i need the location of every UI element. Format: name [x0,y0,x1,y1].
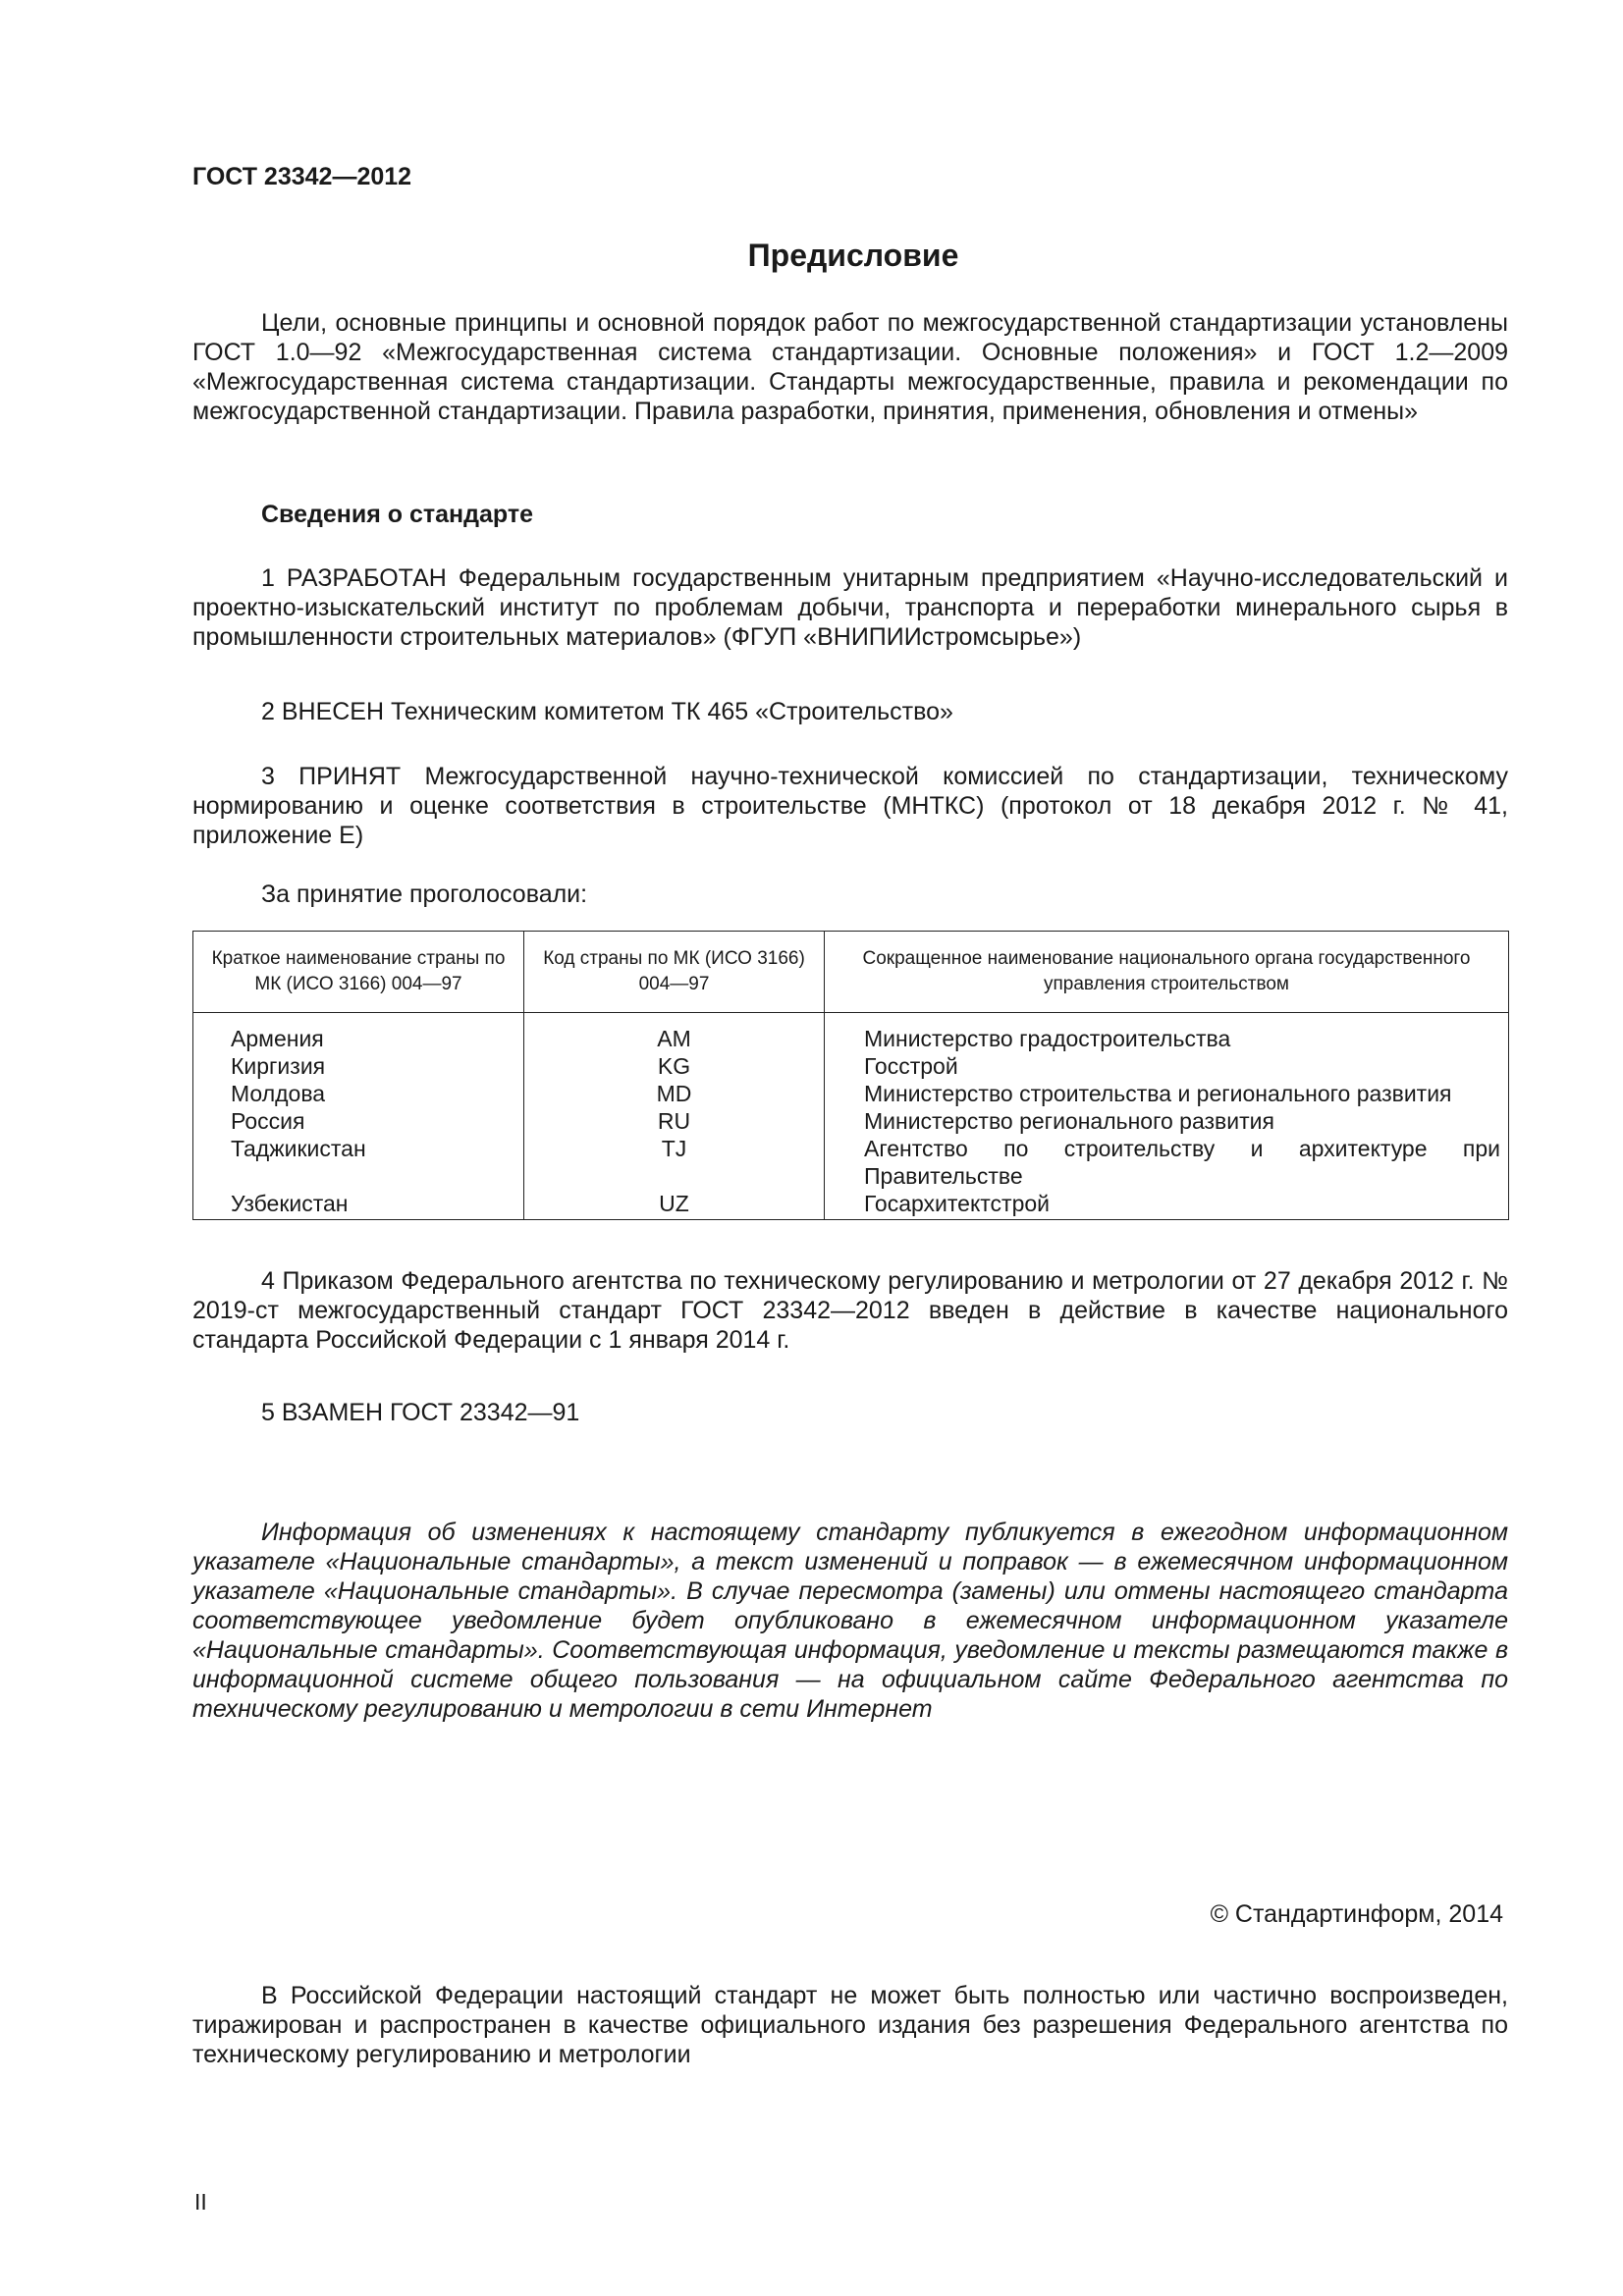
code-cell: RU [524,1107,825,1135]
code-cell: KG [524,1052,825,1080]
code-cell: TJ [524,1135,825,1190]
votes-table [192,931,1509,1220]
table-row [193,1135,1509,1190]
authority-cell: Министерство регионального развития [825,1107,1509,1135]
intro-paragraph: Цели, основные принципы и основной порядок работ по межгосударственной стандартизации установлены ГОСТ 1.0—92 «Межгосударственная система стандартизации. Основные положения» и ГОСТ 1.2—2009 «Межгосударственная система стандартизации. Стандарты межгосударственные, правила и рекомендации по межгосударственной стандартизации. Правила разработки, принятия, применения, обновления и отмены» [192,309,1508,425]
table-row [193,1190,1509,1220]
item-5-paragraph: 5 ВЗАМЕН ГОСТ 23342—91 [261,1399,580,1426]
country-cell: Армения [193,1013,524,1053]
amendments-info: Информация об изменениях к настоящему стандарту публикуется в ежегодном информационном указателе «Национальные стандарты», а текст изменений и поправок — в ежемесячном информационном указателе «Национальные стандарты». В случае пересмотра (замены) или отмены настоящего стандарта соответствующее уведомление будет опубликовано в ежемесячном информационном указателе «Национальные стандарты». Соответствующая информация, уведомление и тексты размещаются также в информационной системе общего пользования — на официальном сайте Федерального агентства по техническому регулированию и метрологии в сети Интернет [192,1519,1508,1723]
page-title: Предисловие [747,238,959,273]
authority-cell: Министерство градостроительства [825,1013,1509,1053]
authority-cell: Госархитектстрой [825,1190,1509,1220]
table-header-row [193,932,1509,1013]
country-cell: Узбекистан [193,1190,524,1220]
copyright-notice: © Стандартинформ, 2014 [1210,1900,1503,1928]
header-authority: Сокращенное наименование национального органа государственного управления строительством [825,932,1509,1013]
table-row [193,1080,1509,1107]
table-row [193,1052,1509,1080]
table-row [193,1013,1509,1053]
country-cell: Таджикистан [193,1135,524,1190]
table-row [193,1107,1509,1135]
rights-notice: В Российской Федерации настоящий стандарт не может быть полностью или частично воспроизведен, тиражирован и распространен в качестве официального издания без разрешения Федерального агентства по техническому регулированию и метрологии [192,1982,1508,2068]
item-1-paragraph: 1 РАЗРАБОТАН Федеральным государственным унитарным предприятием «Научно-исследовательский и проектно-изыскательский институт по проблемам добычи, транспорта и переработки минерального сырья в промышленности строительных материалов» (ФГУП «ВНИПИИстромсырье») [192,564,1508,651]
document-code: ГОСТ 23342—2012 [192,163,412,190]
authority-cell: Агентство по строительству и архитектуре при Правительстве [825,1135,1509,1190]
country-cell: Россия [193,1107,524,1135]
page-number: II [194,2189,207,2215]
section-heading: Сведения о стандарте [261,501,534,528]
code-cell: AM [524,1013,825,1053]
header-country-code: Код страны по МК (ИСО 3166) 004—97 [524,932,825,1013]
header-country-name: Краткое наименование страны по МК (ИСО 3166) 004—97 [193,932,524,1013]
authority-cell: Госстрой [825,1052,1509,1080]
code-cell: UZ [524,1190,825,1220]
item-2-paragraph: 2 ВНЕСЕН Техническим комитетом ТК 465 «Строительство» [261,698,953,725]
item-3-paragraph: 3 ПРИНЯТ Межгосударственной научно-технической комиссией по стандартизации, техническому нормированию и оценке соответствия в строительстве (МНТКС) (протокол от 18 декабря 2012 г. № 41, приложение Е) [192,763,1508,849]
code-cell: MD [524,1080,825,1107]
country-cell: Молдова [193,1080,524,1107]
item-4-paragraph: 4 Приказом Федерального агентства по техническому регулированию и метрологии от 27 декабря 2012 г. № 2019-ст межгосударственный стандарт ГОСТ 23342—2012 введен в действие в качестве национального стандарта Российской Федерации с 1 января 2014 г. [192,1267,1508,1354]
country-cell: Киргизия [193,1052,524,1080]
authority-cell: Министерство строительства и регионального развития [825,1080,1509,1107]
votes-label: За принятие проголосовали: [261,881,588,908]
